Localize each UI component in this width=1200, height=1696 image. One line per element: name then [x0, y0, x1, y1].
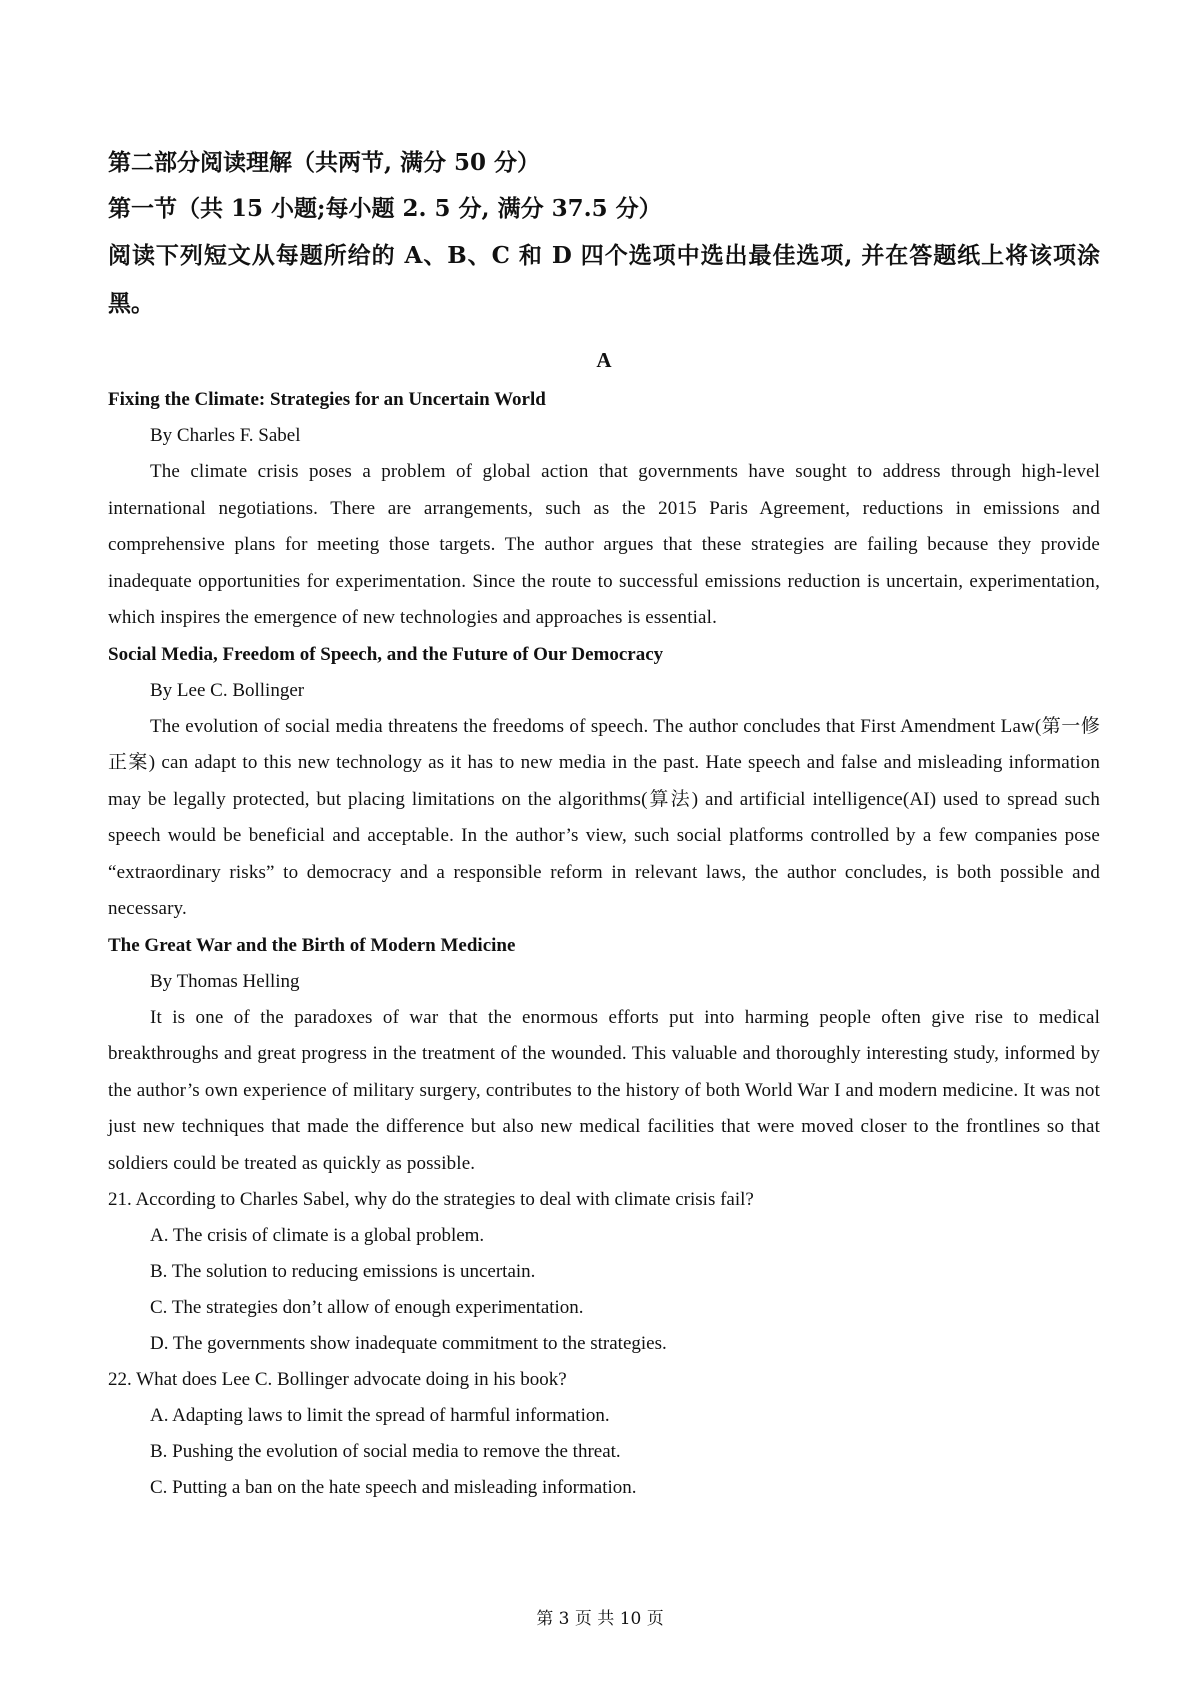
option-c[interactable]: C. The strategies don’t allow of enough experimentation. [150, 1297, 584, 1318]
part-heading: 第二部分阅读理解（共两节, 满分 50 分） [108, 149, 541, 176]
book-title: Fixing the Climate: Strategies for an Uncertain World [108, 389, 546, 410]
book-review-2 [108, 637, 1100, 928]
book-author: By Charles F. Sabel [150, 425, 301, 446]
page-number: 第 3 页 共 10 页 [536, 1609, 664, 1629]
question-22 [108, 1362, 1100, 1506]
passage-letter: A [596, 348, 612, 372]
book-review-1 [108, 382, 1100, 637]
book-title: The Great War and the Birth of Modern Medicine [108, 934, 516, 956]
instructions: 阅读下列短文从每题所给的 A、B、C 和 D 四个选项中选出最佳选项, 并在答题纸上将该项涂黑。 [108, 242, 1100, 317]
question-stem: 22. What does Lee C. Bollinger advocate doing in his book? [108, 1369, 567, 1390]
book-author: By Lee C. Bollinger [150, 679, 305, 701]
exam-page [108, 140, 1100, 1506]
question-stem: 21. According to Charles Sabel, why do the strategies to deal with climate crisis fail? [108, 1189, 754, 1210]
book-description: The climate crisis poses a problem of global action that governments have sought to address through high-level international negotiations. There are arrangements, such as the 2015 Paris Agreement, reductions in emissions and comprehensive plans for meeting those targets. The author argues that these strategies are failing because they provide inadequate opportunities for experimentation. Since the route to successful emissions reduction is uncertain, experimentation, which inspires the emergence of new technologies and approaches is essential. [108, 461, 1100, 628]
book-description: It is one of the paradoxes of war that the enormous efforts put into harming people often give rise to medical breakthroughs and great progress in the treatment of the wounded. This valuable and thoroughly interesting study, informed by the author’s own experience of military surgery, contributes to the history of both World War I and modern medicine. It was not just new techniques that made the difference but also new medical facilities that were moved closer to the frontlines so that soldiers could be treated as quickly as possible. [108, 1006, 1100, 1174]
question-21 [108, 1182, 1100, 1362]
book-author: By Thomas Helling [150, 970, 300, 992]
option-b[interactable]: B. Pushing the evolution of social media to remove the threat. [150, 1441, 621, 1462]
section-heading: 第一节（共 15 小题;每小题 2. 5 分, 满分 37.5 分） [108, 195, 662, 222]
option-c[interactable]: C. Putting a ban on the hate speech and misleading information. [150, 1477, 637, 1498]
option-a[interactable]: A. Adapting laws to limit the spread of harmful information. [150, 1405, 610, 1426]
book-title: Social Media, Freedom of Speech, and the Future of Our Democracy [108, 643, 664, 665]
option-d[interactable]: D. The governments show inadequate commitment to the strategies. [150, 1333, 667, 1354]
option-a[interactable]: A. The crisis of climate is a global problem. [150, 1225, 485, 1246]
book-review-3 [108, 928, 1100, 1183]
book-description: The evolution of social media threatens the freedoms of speech. The author concludes that First Amendment Law(第一修正案) can adapt to this new technology as it has to new media in the past. Hate speech and false and misleading information may be legally protected, but placing limitations on the algorithms(算法) and artificial intelligence(AI) used to spread such speech would be beneficial and acceptable. In the author’s view, such social platforms controlled by a few companies pose “extraordinary risks” to democracy and a responsible reform in relevant laws, the author concludes, is both possible and necessary. [108, 715, 1100, 919]
option-b[interactable]: B. The solution to reducing emissions is uncertain. [150, 1261, 536, 1282]
